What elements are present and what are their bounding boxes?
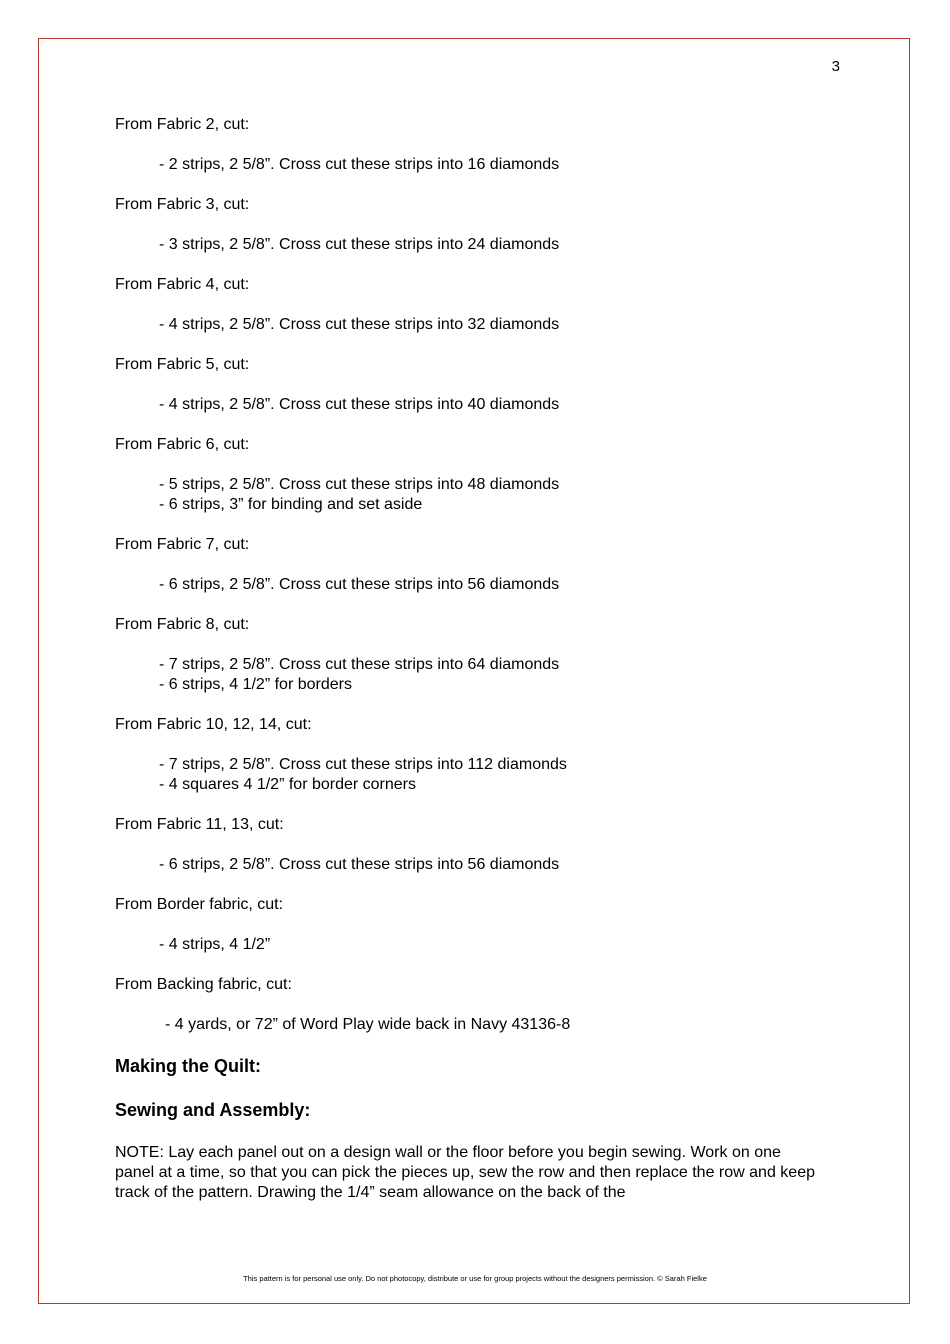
copyright-footer: This pattern is for personal use only. Do not photocopy, distribute or use for group projects without the designers permission. © Sarah Fielke [243, 1274, 707, 1283]
cutting-instructions [115, 115, 835, 1035]
section-heading: From Fabric 4, cut: [115, 276, 250, 293]
cut-item: - 6 strips, 2 5/8”. Cross cut these strips into 56 diamonds [159, 856, 560, 873]
cut-list [115, 1015, 835, 1035]
cut-item: - 2 strips, 2 5/8”. Cross cut these strips into 16 diamonds [159, 156, 560, 173]
cutting-section [115, 615, 835, 695]
cutting-section [115, 115, 835, 175]
cutting-section [115, 895, 835, 955]
page-number: 3 [831, 58, 840, 75]
cutting-section [115, 535, 835, 595]
cut-list [115, 855, 835, 875]
cutting-section [115, 355, 835, 415]
section-heading: From Border fabric, cut: [115, 896, 284, 913]
cut-list [115, 655, 835, 695]
document-body [115, 115, 835, 1203]
cut-item: - 5 strips, 2 5/8”. Cross cut these strips into 48 diamonds [159, 476, 560, 493]
cut-item: - 7 strips, 2 5/8”. Cross cut these strips into 112 diamonds [159, 756, 567, 773]
cut-list [115, 755, 835, 795]
cut-item: - 4 strips, 2 5/8”. Cross cut these strips into 40 diamonds [159, 396, 560, 413]
cut-list [115, 235, 835, 255]
cut-list [115, 155, 835, 175]
section-heading: From Fabric 2, cut: [115, 116, 250, 133]
section-heading: From Fabric 10, 12, 14, cut: [115, 716, 312, 733]
note-paragraph: NOTE: Lay each panel out on a design wall or the floor before you begin sewing. Work on one panel at a time, so that you can pick the pieces up, sew the row and then replace the row and keep track of the pattern. Drawing the 1/4” seam allowance on the back of the [115, 1144, 815, 1201]
section-heading: From Fabric 3, cut: [115, 196, 250, 213]
cut-item: - 6 strips, 4 1/2” for borders [159, 676, 352, 693]
cut-list [115, 475, 835, 515]
section-heading: From Fabric 8, cut: [115, 616, 250, 633]
cut-item: - 7 strips, 2 5/8”. Cross cut these strips into 64 diamonds [159, 656, 560, 673]
section-heading: From Fabric 5, cut: [115, 356, 250, 373]
cut-item: - 3 strips, 2 5/8”. Cross cut these strips into 24 diamonds [159, 236, 560, 253]
cut-item: - 4 squares 4 1/2” for border corners [159, 776, 417, 793]
sewing-and-assembly-heading: Sewing and Assembly: [115, 1100, 311, 1120]
cut-item: - 4 strips, 2 5/8”. Cross cut these strips into 32 diamonds [159, 316, 560, 333]
section-heading: From Fabric 6, cut: [115, 436, 250, 453]
section-heading: From Fabric 7, cut: [115, 536, 250, 553]
cut-item: - 6 strips, 2 5/8”. Cross cut these strips into 56 diamonds [159, 576, 560, 593]
cutting-section [115, 435, 835, 515]
cut-list [115, 315, 835, 335]
cutting-section [115, 975, 835, 1035]
cutting-section [115, 275, 835, 335]
cutting-section [115, 715, 835, 795]
cut-list [115, 575, 835, 595]
cut-list [115, 935, 835, 955]
cut-item: - 4 yards, or 72” of Word Play wide back in Navy 43136-8 [165, 1016, 571, 1033]
cut-item: - 4 strips, 4 1/2” [159, 936, 271, 953]
making-the-quilt-heading: Making the Quilt: [115, 1056, 261, 1076]
cut-item: - 6 strips, 3” for binding and set aside [159, 496, 423, 513]
cutting-section [115, 815, 835, 875]
section-heading: From Fabric 11, 13, cut: [115, 816, 284, 833]
cut-list [115, 395, 835, 415]
cutting-section [115, 195, 835, 255]
section-heading: From Backing fabric, cut: [115, 976, 292, 993]
